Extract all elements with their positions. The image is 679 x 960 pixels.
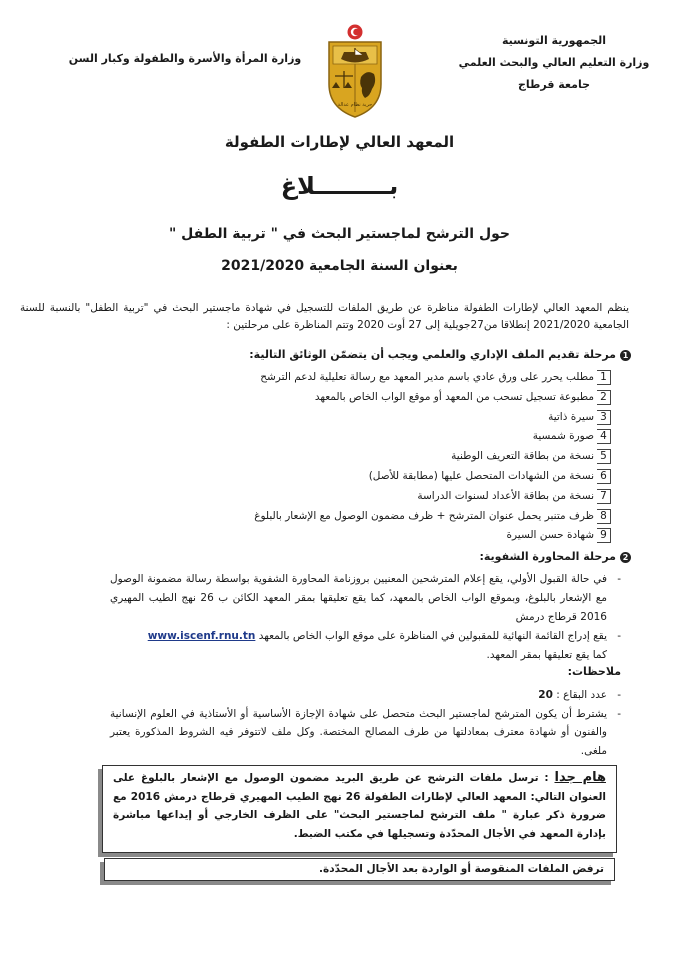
notice-subject: حول الترشح لماجستير البحث في " تربية الطفل " <box>168 226 510 242</box>
document-number: 7 <box>597 489 611 504</box>
bullet-dash: - <box>617 707 621 720</box>
document-item <box>141 427 611 447</box>
document-number: 8 <box>597 509 611 524</box>
condition-text: يشترط أن يكون المترشح لماجستير البحث متحصل على شهادة الإجازة الأساسية أو الأستاذية في العلوم الإنسانية والفنون أو شهادة معترف بمعادلتها من طرف المصالح المختصة. وكل ملف لاتتوفر فيه الشروط المذكورة يعتبر ملغى. <box>110 707 607 757</box>
oral-item-1-text: في حالة القبول الأولي، يقع إعلام المترشحين المعنيين بروزنامة المحاورة الشفوية بواسطة رسالة مضمونة الوصول مع الإشعار بالبلوغ، وبموقع الواب الخاص بالمعهد، كما يقع تعليقها بمقر المعهد الكائن ب 26 نهج الطيب المهيري 2016 قرطاج درمش <box>110 573 608 623</box>
document-number: 3 <box>597 410 611 425</box>
required-documents-list <box>141 368 611 546</box>
bullet-dash: - <box>617 573 621 585</box>
important-text: : ترسل ملفات الترشح عن طريق البريد مضمون الوصول مع الإشعار بالبلوغ على العنوان التالي: المعهد العالي لإطارات الطفولة 26 نهج الطيب المهيري قرطاج درمش 2016 مع ضرورة ذكر عبارة " ملف الترشح لماجستير البحث" على الظرف الخارجي أو إيداعها مباشرة بإدارة المعهد في الأجال المحدّدة وتسجيلها في مكتب الضبط. <box>113 772 606 840</box>
document-text: مطبوعة تسجيل تسحب من المعهد أو موقع الواب الخاص بالمعهد <box>314 390 594 403</box>
intro-paragraph: ينظم المعهد العالي لإطارات الطفولة مناظرة عن طريق الملفات للتسجيل في شهادة ماجستير البحث في "تربية الطفل" بالنسبة للسنة الجامعية 2021/2020 إنطلاقا من27جويلية إلى 27 أوت 2020 وتتم المناظرة على مرحلتين : <box>20 302 629 331</box>
document-number: 1 <box>597 370 611 385</box>
oral-item-2-end: كما يقع تعليقها بمقر المعهد. <box>486 649 607 661</box>
document-text: نسخة من بطاقة الأعداد لسنوات الدراسة <box>417 489 594 502</box>
stage2-title-text: مرحلة المحاورة الشفوية: <box>479 550 616 563</box>
important-notice-box <box>102 765 617 853</box>
notes-title: ملاحظات: <box>567 665 621 678</box>
document-text: شهادة حسن السيرة <box>506 529 594 542</box>
important-label: هام جدا <box>554 770 606 785</box>
document-item <box>141 507 611 527</box>
stage1-title-text: مرحلة تقديم الملف الإداري والعلمي ويجب أن يتضمّن الوثائق التالية: <box>249 348 616 361</box>
header-republic: الجمهورية التونسية <box>501 34 607 47</box>
document-item <box>141 388 611 408</box>
oral-item-1 <box>110 570 621 627</box>
stage1-title <box>249 348 631 361</box>
tunisia-coat-of-arms-icon <box>325 22 385 120</box>
places-note <box>110 686 621 705</box>
notes-section <box>110 686 621 760</box>
document-text: سيرة ذاتية <box>548 410 594 423</box>
document-text: مطلب يحرر على ورق عادي باسم مدير المعهد مع رسالة تعليلية لدعم الترشح <box>260 371 594 383</box>
header-ministry-women: وزارة المرأة والأسرة والطفولة وكبار السن <box>68 52 302 65</box>
document-number: 4 <box>597 429 611 444</box>
stage1-number-badge: 1 <box>620 350 631 361</box>
stage2-title <box>479 550 631 563</box>
document-item <box>141 467 611 487</box>
notice-title: بـــــــــلاغ <box>280 172 399 200</box>
document-number: 2 <box>597 390 611 405</box>
institute-name: المعهد العالي لإطارات الطفولة <box>224 133 455 151</box>
condition-note <box>110 705 621 761</box>
bullet-dash: - <box>617 689 621 701</box>
header-ministry-higher-education: وزارة التعليم العالي والبحث العلمي <box>458 56 650 69</box>
oral-item-2-text: يقع إدراج القائمة النهائية للمقبولين في المناظرة على موقع الواب الخاص بالمعهد <box>258 630 607 642</box>
svg-text:حرية نظام عدالة: حرية نظام عدالة <box>337 102 373 108</box>
document-item <box>141 368 611 388</box>
places-value: 20 <box>538 689 553 701</box>
reject-notice-box: ترفض الملفات المنقوصة أو الواردة بعد الأجال المحدّدة. <box>104 858 615 881</box>
academic-year: بعنوان السنة الجامعية 2021/2020 <box>221 258 458 274</box>
header-university: جامعة قرطاج <box>517 78 591 91</box>
document-text: نسخة من الشهادات المتحصل عليها (مطابقة للأصل) <box>368 469 594 482</box>
bullet-dash: - <box>617 630 621 642</box>
places-label: عدد البقاع : <box>556 689 607 701</box>
document-item <box>141 408 611 428</box>
institute-website-link[interactable]: www.iscenf.rnu.tn <box>147 630 256 642</box>
oral-interview-section <box>110 570 621 665</box>
document-number: 9 <box>597 528 611 543</box>
document-number: 5 <box>597 449 611 464</box>
document-text: نسخة من بطاقة التعريف الوطنية <box>451 450 594 463</box>
document-text: ظرف متنبر يحمل عنوان المترشح + ظرف مضمون الوصول مع الإشعار بالبلوغ <box>254 509 594 522</box>
document-item <box>141 487 611 507</box>
oral-item-2 <box>110 627 621 665</box>
document-text: صورة شمسية <box>532 430 594 443</box>
header-ministry-block <box>449 30 659 96</box>
document-number: 6 <box>597 469 611 484</box>
document-item <box>141 526 611 546</box>
document-item <box>141 447 611 467</box>
stage2-number-badge: 2 <box>620 552 631 563</box>
